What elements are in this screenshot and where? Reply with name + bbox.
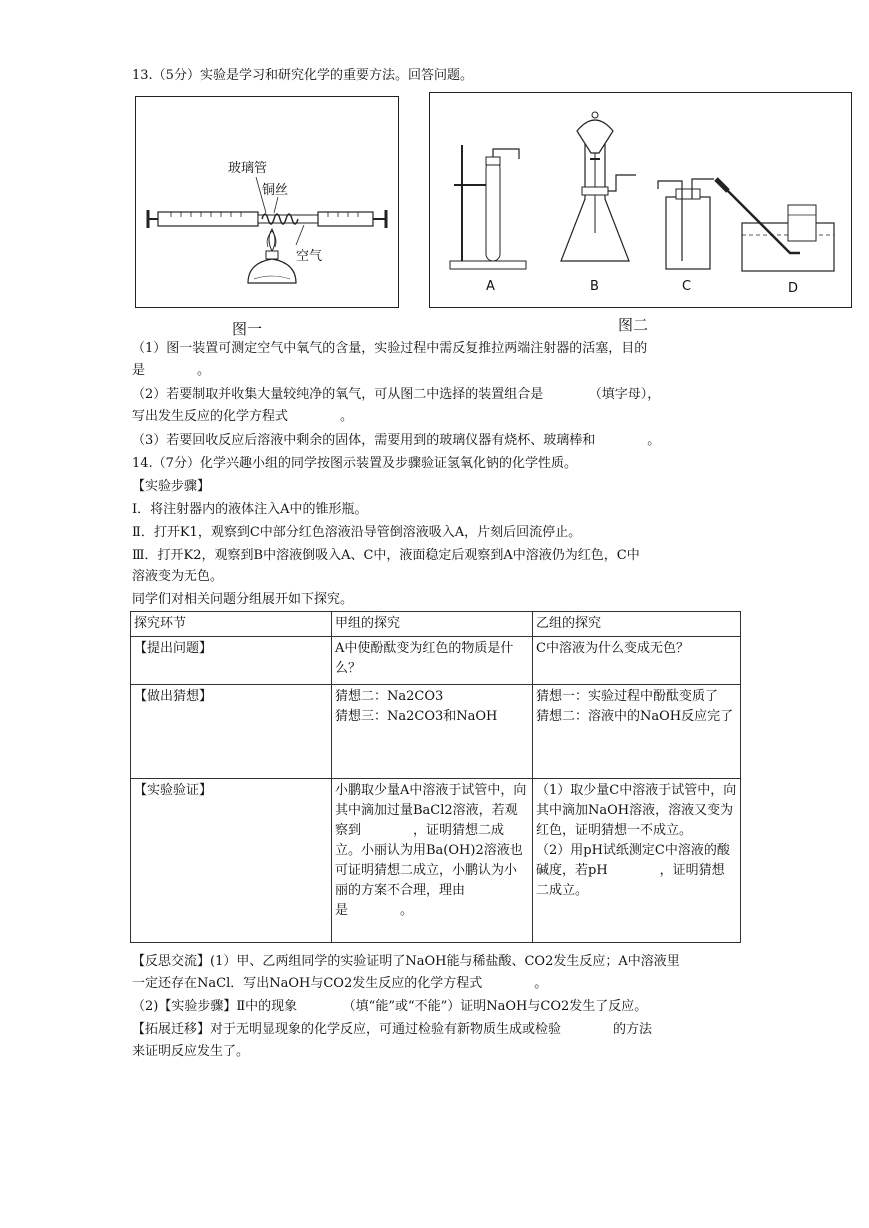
label-apparatus-b: B bbox=[590, 279, 599, 294]
q14-intro: 同学们对相关问题分组展开如下探究。 bbox=[132, 592, 354, 607]
q14-step-3-line1: Ⅲ．打开K2，观察到B中溶液倒吸入A、C中，液面稳定后观察到A中溶液仍为红色，C中 bbox=[132, 548, 640, 563]
q13-header: 13.（5分）实验是学习和研究化学的重要方法。回答问题。 bbox=[132, 68, 473, 83]
figure-2 bbox=[429, 92, 852, 308]
hypothesis-two-jia: 猜想二：Na2CO3 bbox=[335, 689, 444, 704]
table-cell-label: 【提出问题】 bbox=[131, 637, 332, 685]
table-header-cell: 探究环节 bbox=[131, 612, 332, 637]
hypothesis-one-yi: 猜想一：实验过程中酚酞变质了 bbox=[536, 689, 719, 704]
q14-step-1: Ⅰ．将注射器内的液体注入A中的锥形瓶。 bbox=[132, 502, 368, 517]
table-cell-yi: C中溶液为什么变成无色？ bbox=[533, 637, 741, 685]
figure-1 bbox=[135, 96, 399, 308]
table-cell-yi bbox=[533, 779, 741, 943]
table-row-hypothesis bbox=[131, 685, 741, 779]
q13-part2-line2: 写出发生反应的化学方程式 。 bbox=[132, 409, 354, 424]
q13-part1-line1: （1）图一装置可测定空气中氧气的含量，实验过程中需反复推拉两端注射器的活塞，目的 bbox=[132, 341, 648, 356]
label-apparatus-c: C bbox=[682, 279, 692, 294]
table-cell-jia bbox=[332, 685, 533, 779]
verification-step-1: （1）取少量C中溶液于试管中，向其中滴加NaOH溶液，溶液又变为红色，证明猜想一不成立。 bbox=[536, 783, 737, 838]
q14-step-2: Ⅱ．打开K1，观察到C中部分红色溶液沿导管倒溶液吸入A，片刻后回流停止。 bbox=[132, 525, 582, 540]
syringe-apparatus-diagram bbox=[136, 97, 398, 307]
table-cell-label: 【实验验证】 bbox=[131, 779, 332, 943]
table-header-row bbox=[131, 612, 741, 637]
figure-1-caption: 图一 bbox=[232, 320, 263, 338]
gas-apparatus-diagram bbox=[430, 93, 851, 307]
q13-part1-line2: 是 。 bbox=[132, 363, 211, 378]
inquiry-table bbox=[130, 611, 741, 943]
label-apparatus-a: A bbox=[486, 279, 495, 294]
q14-steps-title: 【实验步骤】 bbox=[132, 479, 211, 494]
table-cell-jia: 小鹏取少量A中溶液于试管中，向其中滴加过量BaCl2溶液，若观察到 ，证明猜想二成立。小丽认为用Ba(OH)2溶液也可证明猜想二成立，小鹏认为小丽的方案不合理，理由是 。 bbox=[332, 779, 533, 943]
table-row-question bbox=[131, 637, 741, 685]
q14-reflect-line2: 一定还存在NaCl．写出NaOH与CO2发生反应的化学方程式 。 bbox=[132, 976, 548, 991]
q14-step-3-line2: 溶液变为无色。 bbox=[132, 569, 224, 584]
q14-extend-line1: 【拓展迁移】对于无明显现象的化学反应，可通过检验有新物质生成或检验 的方法 bbox=[132, 1022, 653, 1037]
hypothesis-two-yi: 猜想二：溶液中的NaOH反应完了 bbox=[536, 709, 734, 724]
table-cell-jia: A中使酚酞变为红色的物质是什么？ bbox=[332, 637, 533, 685]
q14-reflect-line3: （2)【实验步骤】Ⅱ中的现象 （填“能”或“不能”）证明NaOH与CO2发生了反应。 bbox=[132, 999, 648, 1014]
verification-step-2: （2）用pH试纸测定C中溶液的酸碱度，若pH ，证明猜想二成立。 bbox=[536, 843, 730, 898]
table-cell-label: 【做出猜想】 bbox=[131, 685, 332, 779]
label-apparatus-d: D bbox=[788, 281, 799, 296]
table-header-cell: 甲组的探究 bbox=[332, 612, 533, 637]
q14-extend-line2: 来证明反应发生了。 bbox=[132, 1044, 250, 1059]
label-copper-wire: 铜丝 bbox=[262, 183, 289, 198]
label-glass-tube: 玻璃管 bbox=[228, 161, 268, 176]
figure-2-caption: 图二 bbox=[618, 316, 649, 334]
table-header-cell: 乙组的探究 bbox=[533, 612, 741, 637]
table-cell-yi bbox=[533, 685, 741, 779]
hypothesis-three-jia: 猜想三：Na2CO3和NaOH bbox=[335, 709, 498, 724]
table-row-verification bbox=[131, 779, 741, 943]
label-air: 空气 bbox=[296, 249, 323, 264]
q13-part2-line1: （2）若要制取并收集大量较纯净的氧气，可从图二中选择的装置组合是 （填字母）， bbox=[132, 387, 661, 402]
q13-part3: （3）若要回收反应后溶液中剩余的固体，需要用到的玻璃仪器有烧杯、玻璃棒和 。 bbox=[132, 433, 661, 448]
q14-header: 14.（7分）化学兴趣小组的同学按图示装置及步骤验证氢氧化钠的化学性质。 bbox=[132, 456, 577, 471]
q14-reflect-line1: 【反思交流】(1）甲、乙两组同学的实验证明了NaOH能与稀盐酸、CO2发生反应；A中溶液里 bbox=[132, 954, 680, 969]
